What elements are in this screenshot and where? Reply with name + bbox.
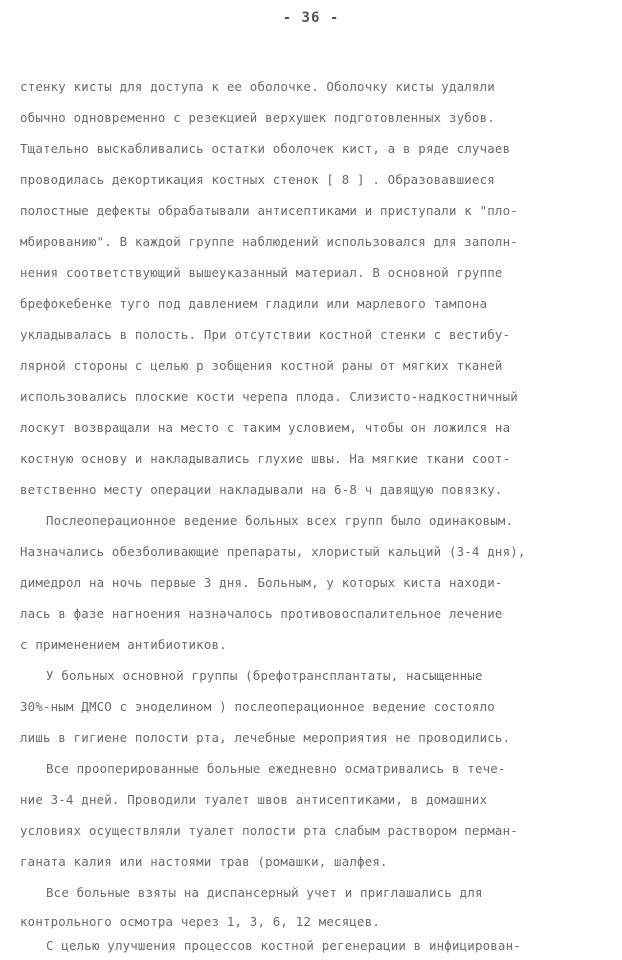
text-line: с применением антибиотиков. [20,637,227,652]
text-line: контрольного осмотра через 1, 3, 6, 12 месяцев. [20,914,381,929]
paragraph-start-line: Все прооперированные больные ежедневно осматривались в тече- [46,761,506,776]
text-line: мбированию". В каждой группе наблюдений использовался для заполн- [20,234,518,249]
text-line: укладывалась в полость. При отсутствии костной стенки с вестибу- [20,327,511,342]
text-line: брефокебенке туго под давлением гладили или марлевого тампона [20,296,488,311]
paragraph-start-line: У больных основной группы (брефотрансплантаты, насыщенные [46,668,483,683]
text-line: условиях осуществляли туалет полости рта слабым раствором перман- [20,823,518,838]
text-line: проводилась декортикация костных стенок [ 8 ] . Образовавшиеся [20,172,495,187]
text-line: лась в фазе нагноения назначалось противовоспалительное лечение [20,606,503,621]
page-number: - 36 - [282,10,340,26]
text-line: использовались плоские кости черепа плода. Слизисто-надкостничный [20,389,518,404]
paragraph-start-line: Послеоперационное ведение больных всех групп было одинаковым. [46,513,514,528]
text-line: лярной стороны с целью р зобщения костной раны от мягких тканей [20,358,503,373]
text-line: лишь в гигиене полости рта, лечебные мероприятия не проводились. [20,730,511,745]
text-line: лоскут возвращали на место с таким условием, чтобы он ложился на [20,420,511,435]
text-line: нения соответствующий вышеуказанный материал. В основной группе [20,265,503,280]
text-line: Тщательно выскабливались остатки оболочек кист, а в ряде случаев [20,141,511,156]
text-line: стенку кисты для доступа к ее оболочке. Оболочку кисты удаляли [20,79,495,94]
text-line: ние 3-4 дней. Проводили туалет швов антисептиками, в домашних [20,792,488,807]
text-line: ветственно месту операции накладывали на 6-8 ч давящую повязку. [20,482,503,497]
text-line: Назначались обезболивающие препараты, хлористый кальций (3-4 дня), [20,544,526,559]
text-line: димедрол на ночь первые 3 дня. Больным, у которых киста находи- [20,575,503,590]
paragraph-start-line: С целью улучшения процессов костной регенерации в инфицирован- [46,938,521,953]
paragraph-start-line: Все больные взяты на диспансерный учет и приглашались для [46,885,483,900]
text-line: костную основу и накладывались глухие швы. На мягкие ткани соот- [20,451,511,466]
text-line: 30%-ным ДМСО с эноделином ) послеоперационное ведение состояло [20,699,495,714]
text-line: ганата калия или настоями трав (ромашки, шалфея. [20,854,388,869]
text-line: полостные дефекты обрабатывали антисептиками и приступали к "пло- [20,203,518,218]
text-line: обычно одновременно с резекцией верхушек подготовленных зубов. [20,110,495,125]
